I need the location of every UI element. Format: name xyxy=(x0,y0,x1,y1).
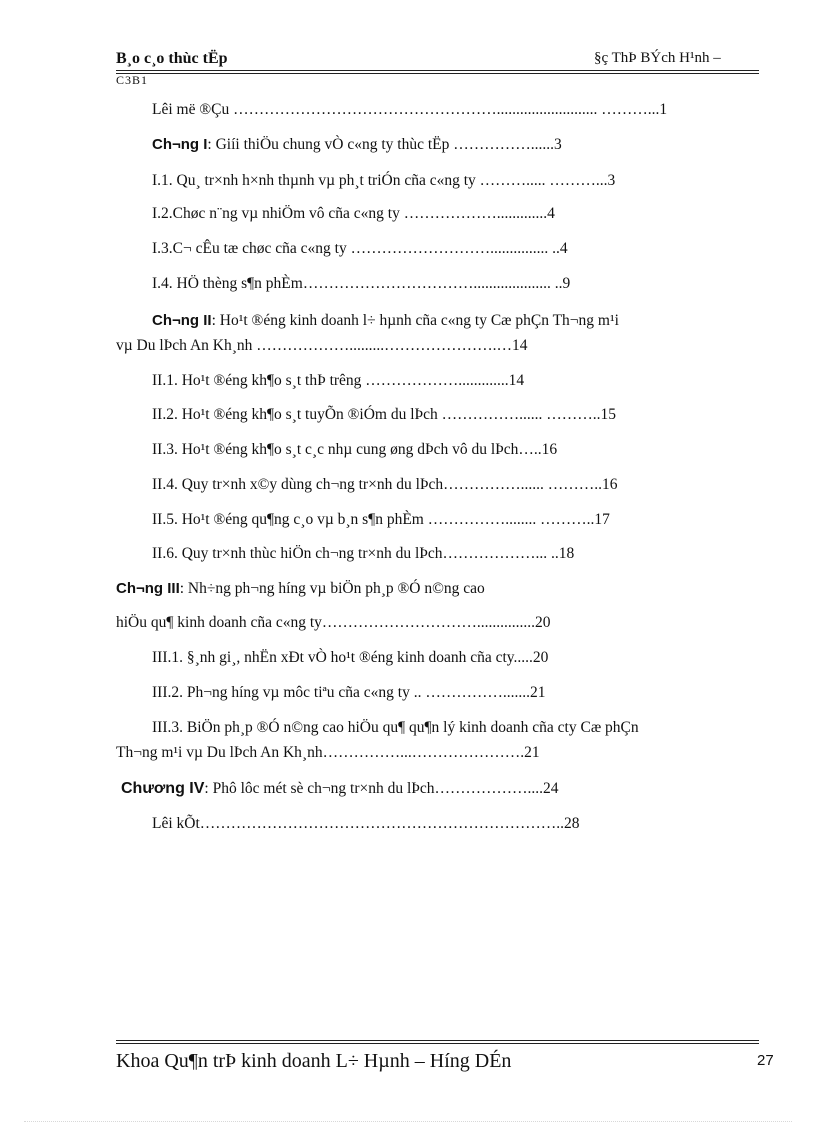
header-rule-bottom xyxy=(116,73,759,74)
header-report-title: B¸o c¸o thùc tËp xyxy=(116,50,228,67)
chapter-3-label: Ch¬ng III xyxy=(116,580,180,597)
chapter-2-label: Ch¬ng II xyxy=(152,312,212,329)
toc-intro: Lêi më ®Çu …………………………………………….......................... ………...1 xyxy=(152,101,668,118)
toc-item-ii4: II.4. Quy tr×nh x©y dùng ch¬ng tr×nh du lÞch……………...... ………..16 xyxy=(152,476,618,493)
header-rule-top xyxy=(116,70,759,71)
toc-item-iii2: III.2. Ph¬ng híng vµ môc tiªu cña c«ng ty .. …………….......21 xyxy=(152,684,546,701)
page-edge-dotted-line xyxy=(24,1121,792,1122)
header-author-name: §ç ThÞ BÝch H¹nh – xyxy=(594,50,721,66)
toc-item-iii3: III.3. BiÖn ph¸p ®Ó n©ng cao hiÖu qu¶ qu¶n lý kinh doanh cña cty Cæ phÇn xyxy=(152,719,639,736)
toc-item-ii5: II.5. Ho¹t ®éng qu¶ng c¸o vµ b¸n s¶n phÈm ……………........ ………..17 xyxy=(152,511,610,528)
toc-item-i1: I.1. Qu¸ tr×nh h×nh thµnh vµ ph¸t triÓn cña c«ng ty ………..... ………...3 xyxy=(152,172,616,189)
page-number: 27 xyxy=(757,1052,774,1069)
toc-chapter-2-cont: vµ Du lÞch An Kh¸nh ……………….........………………….…14 xyxy=(116,337,528,354)
toc-item-ii3: II.3. Ho¹t ®éng kh¶o s¸t c¸c nhµ cung øng dÞch vô du lÞch…..16 xyxy=(152,441,558,458)
toc-chapter-1 xyxy=(152,132,562,157)
toc-chapter-2 xyxy=(152,308,619,333)
toc-item-iii1: III.1. §¸nh gi¸, nhËn xÐt vÒ ho¹t ®éng kinh doanh cña cty.....20 xyxy=(152,649,549,666)
toc-item-iii3-cont: Th¬ng m¹i vµ Du lÞch An Kh¸nh……………...………………….21 xyxy=(116,744,540,761)
toc-item-i3: I.3.C¬ cÊu tæ chøc cña c«ng ty ………………………............... ..4 xyxy=(152,240,568,257)
toc-item-ii6: II.6. Quy tr×nh thùc hiÖn ch¬ng tr×nh du lÞch………………... ..18 xyxy=(152,545,575,562)
chapter-4-label: Chương IV xyxy=(121,780,205,797)
toc-item-ii2: II.2. Ho¹t ®éng kh¶o s¸t tuyÕn ®iÓm du lÞch ……………...... ………..15 xyxy=(152,406,617,423)
toc-item-i2: I.2.Chøc n¨ng vµ nhiÖm vô cña c«ng ty ……………….............4 xyxy=(152,205,555,222)
toc-conclusion: Lêi kÕt……………………………………………………………..28 xyxy=(152,815,580,832)
footer-department: Khoa Qu¶n trÞ kinh doanh L÷ Hµnh – Híng DÉn xyxy=(116,1050,512,1072)
toc-item-i4: I.4. HÖ thèng s¶n phÈm…………………………….................... ..9 xyxy=(152,275,571,292)
chapter-1-title: : Giíi thiÖu chung vÒ c«ng ty thùc tËp ……………......3 xyxy=(207,136,562,153)
chapter-2-title: : Ho¹t ®éng kinh doanh l÷ hµnh cña c«ng ty Cæ phÇn Th¬ng m¹i xyxy=(211,312,619,329)
chapter-1-label: Ch¬ng I xyxy=(152,136,208,153)
chapter-3-title: : Nh÷ng ph¬ng híng vµ biÖn ph¸p ®Ó n©ng cao xyxy=(179,580,485,597)
footer-rule-top xyxy=(116,1040,759,1041)
toc-chapter-3-cont: hiÖu qu¶ kinh doanh cña c«ng ty…………………………...............20 xyxy=(116,614,551,631)
header-class-code: C3B1 xyxy=(116,73,149,87)
toc-chapter-3 xyxy=(116,576,485,601)
toc-chapter-4 xyxy=(121,776,559,801)
chapter-4-title: : Phô lôc mét sè ch¬ng tr×nh du lÞch………………....24 xyxy=(204,780,559,797)
footer-rule-bottom xyxy=(116,1043,759,1044)
toc-item-ii1: II.1. Ho¹t ®éng kh¶o s¸t thÞ trêng ……………….............14 xyxy=(152,372,525,389)
